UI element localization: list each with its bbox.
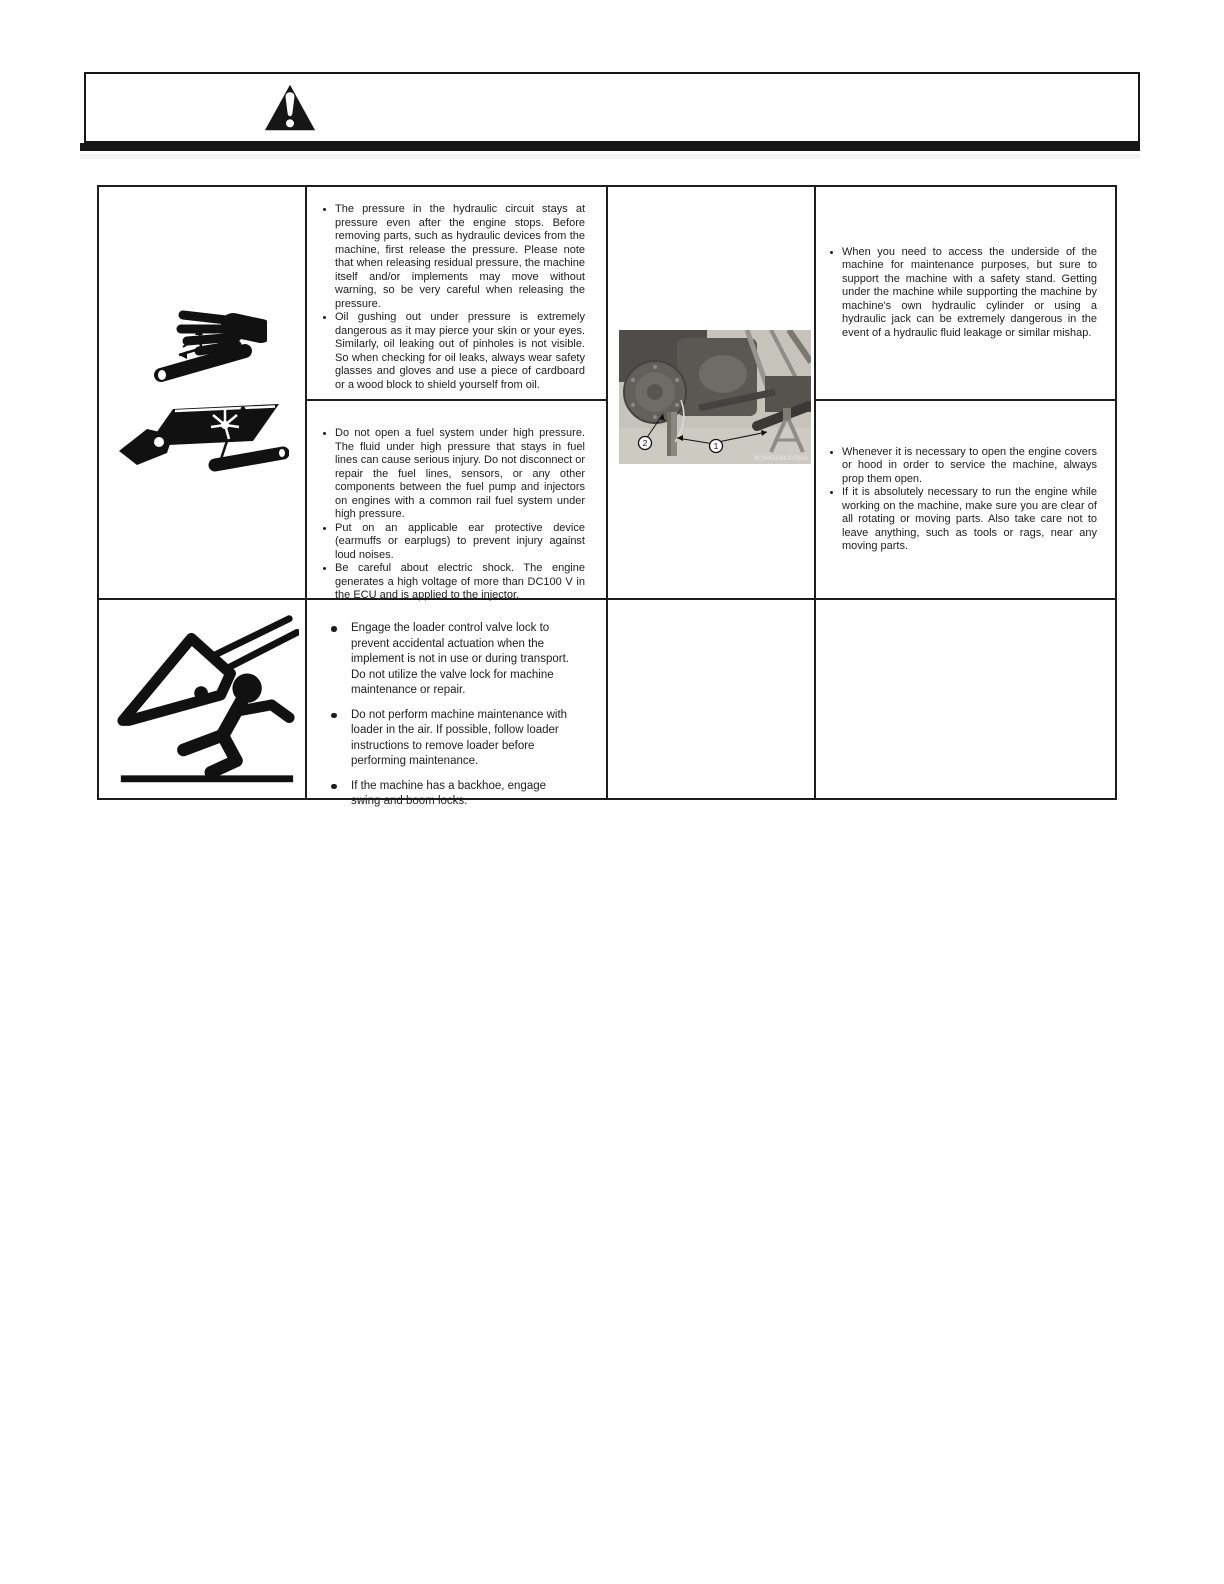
oil-injection-hand-icon	[149, 305, 267, 391]
bullet-marker	[322, 522, 335, 530]
photo-caption-code: 9C9HDABCP099A	[753, 455, 808, 462]
bullet-text: Do not open a fuel system under high pressure. The fluid under high pressure that stays in fuel lines can cause serious injury. Do not disconnect or repair the fuel lines, sensors, or any other components between the fuel pump and injectors on engines with a common rail fuel system under high pressure.	[335, 427, 585, 520]
safety-table	[97, 185, 1117, 807]
bullet-text: Put on an applicable ear protective device (earmuffs or earplugs) to prevent injury against loud noises.	[335, 521, 585, 561]
empty-cell	[608, 600, 814, 798]
hydraulic-pressure-cell	[307, 187, 606, 399]
cardboard-leak-check-icon	[117, 401, 289, 473]
list-item	[329, 708, 570, 770]
warning-triangle-icon	[264, 79, 316, 137]
bullet-text: Oil gushing out under pressure is extremely dangerous as it may pierce your skin or your eyes. Similarly, oil leaking out of pinholes is not visible. So when checking for oil leaks, always wear safety glasses and gloves and use a piece of cardboard or a wood block to shield yourself from oil.	[335, 311, 585, 391]
list-item	[829, 246, 1097, 341]
list-item	[829, 446, 1097, 487]
bullet-marker	[322, 427, 335, 435]
bullet-marker	[329, 779, 351, 790]
bullet-text: Do not perform machine maintenance with loader in the air. If possible, follow loader instructions to remove loader before performing maintenance.	[351, 708, 568, 767]
bullet-marker	[829, 246, 842, 254]
fuel-system-cell	[307, 401, 606, 601]
bullet-marker	[322, 203, 335, 211]
list-item	[322, 562, 585, 603]
warning-header	[84, 72, 1140, 143]
photo-callout-1	[710, 440, 723, 453]
bullet-text: If it is absolutely necessary to run the engine while working on the machine, make sure you are clear of all rotating or moving parts. Also take care not to leave anything, such as tools or rags, near any moving parts.	[842, 486, 1097, 552]
loader-safety-cell	[307, 600, 606, 807]
callout-label: 2	[642, 438, 648, 448]
list-item	[329, 779, 570, 810]
bullet-marker	[829, 486, 842, 494]
loader-crush-hazard-icon	[113, 610, 299, 788]
bullet-marker	[329, 621, 351, 632]
bullet-text: Engage the loader control valve lock to prevent accidental actuation when the implement is not in use or during transport. Do not utilize the valve lock for machine maintenance or repair.	[351, 622, 569, 696]
list-item	[322, 427, 585, 522]
list-item	[329, 621, 570, 699]
photo-callout-2	[639, 437, 652, 450]
underside-access-cell	[816, 187, 1115, 399]
bullet-marker	[322, 562, 335, 570]
list-item	[829, 486, 1097, 554]
bullet-marker	[322, 311, 335, 319]
scan-artifact-strip	[80, 154, 1140, 159]
list-item	[322, 311, 585, 392]
machine-photo	[619, 330, 811, 464]
bullet-text: Be careful about electric shock. The engine generates a high voltage of more than DC100 V in the ECU and is applied to the injector.	[335, 562, 585, 601]
bullet-marker	[829, 446, 842, 454]
engine-covers-cell	[816, 401, 1115, 598]
bullet-text: When you need to access the underside of the machine for maintenance purposes, but sure to support the machine with a safety stand. Getting under the machine while supporting the machine by machine's own hydraulic cylinder or using a hydraulic jack can be extremely dangerous in the event of a hydraulic fluid leakage or similar mishap.	[842, 245, 1097, 339]
bullet-text: If the machine has a backhoe, engage swing and boom locks.	[351, 779, 547, 807]
bullet-text: The pressure in the hydraulic circuit stays at pressure even after the engine stops. Before removing parts, such as hydraulic devices from the machine, first release the pressure. Please note that when releasing residual pressure, the machine itself and/or implements may move without warning, so be very careful when releasing the pressure.	[335, 203, 585, 310]
empty-cell	[816, 600, 1115, 798]
bullet-text: Whenever it is necessary to open the engine covers or hood in order to service the machine, always prop them open.	[842, 445, 1097, 485]
list-item	[322, 522, 585, 563]
callout-label: 1	[713, 441, 719, 451]
list-item	[322, 203, 585, 311]
bullet-marker	[329, 708, 351, 719]
header-rule	[80, 143, 1140, 151]
